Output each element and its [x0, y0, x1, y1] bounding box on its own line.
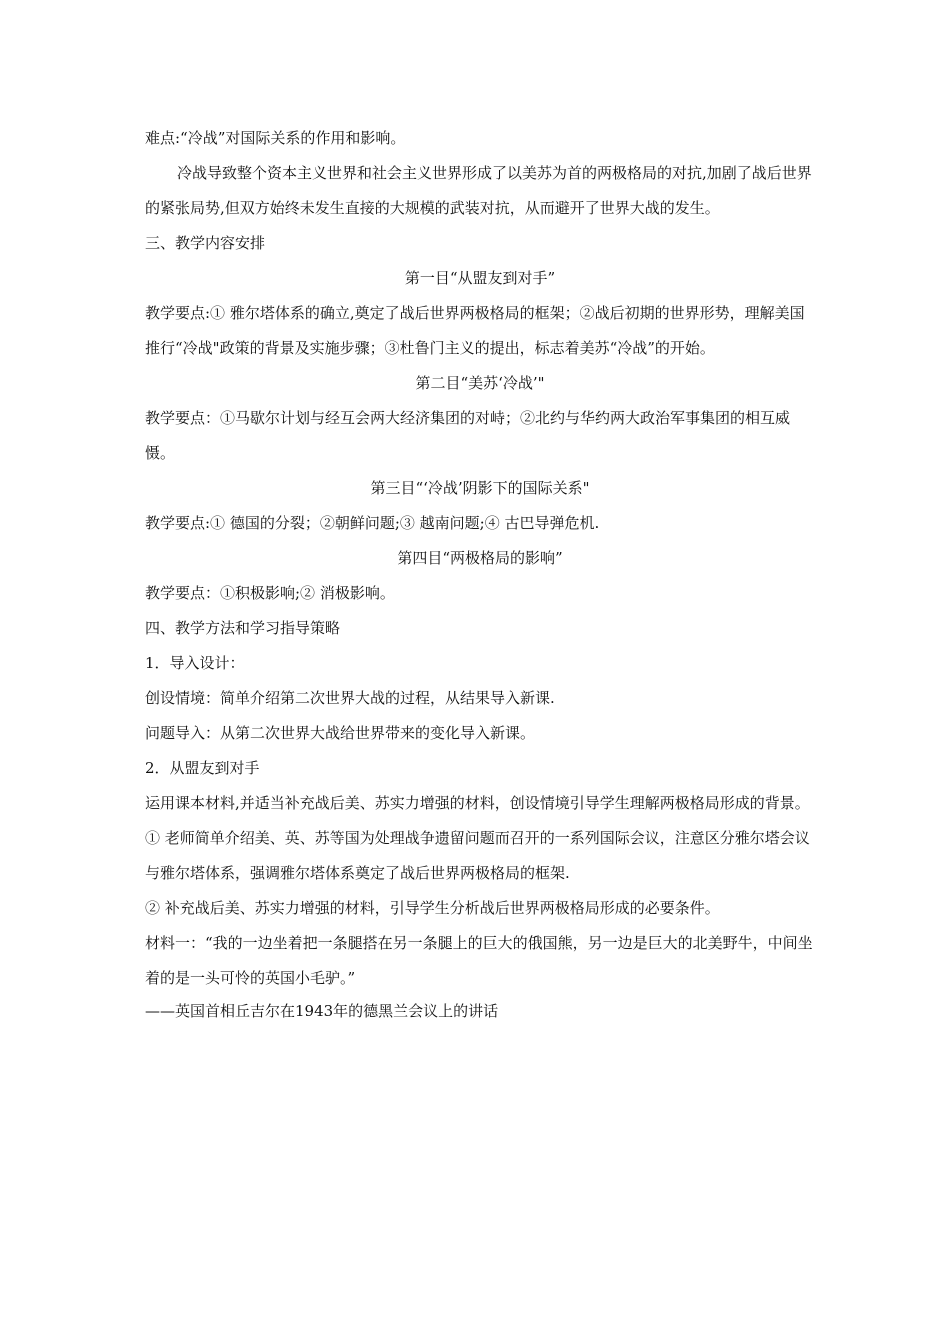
subsection-title-4: 第四目“两极格局的影响” [397, 549, 563, 567]
subsection-title-1: 第一目“从盟友到对手” [404, 269, 556, 287]
teaching-points-2: 教学要点：①马歇尔计划与经互会两大经济集团的对峙；②北约与华约两大政治军事集团的相互威慑。 [145, 409, 791, 462]
materials-guidance: 运用课本材料,并适当补充战后美、苏实力增强的材料，创设情境引导学生理解两极格局形成的背景。 [145, 794, 810, 812]
difficulty-point: 难点:“冷战”对国际关系的作用和影响。 [145, 129, 406, 147]
supplement-materials: ② 补充战后美、苏实力增强的材料，引导学生分析战后世界两极格局形成的必要条件。 [145, 899, 720, 917]
scenario-intro: 创设情境：简单介绍第二次世界大战的过程，从结果导入新课. [145, 689, 555, 707]
teaching-points-1: 教学要点:① 雅尔塔体系的确立,奠定了战后世界两极格局的框架；②战后初期的世界形势，理解美国推行“冷战"政策的背景及实施步骤；③杜鲁门主义的提出，标志着美苏“冷战”的开始。 [145, 304, 805, 357]
question-intro: 问题导入：从第二次世界大战给世界带来的变化导入新课。 [145, 724, 536, 742]
intro-design-heading: 1．导入设计： [145, 654, 245, 672]
cold-war-summary: 冷战导致整个资本主义世界和社会主义世界形成了以美苏为首的两极格局的对抗,加剧了战后世界的紧张局势,但双方始终未发生直接的大规模的武装对抗，从而避开了世界大战的发生。 [145, 164, 812, 217]
section-heading-4: 四、教学方法和学习指导策略 [145, 619, 341, 637]
teaching-points-3: 教学要点:① 德国的分裂；②朝鲜问题;③ 越南问题;④ 古巴导弹危机. [145, 514, 600, 532]
subsection-title-3: 第三目“‘冷战’阴影下的国际关系" [370, 479, 590, 497]
teacher-introduction: ① 老师简单介绍美、英、苏等国为处理战争遗留问题而召开的一系列国际会议，注意区分雅尔塔会议与雅尔塔体系，强调雅尔塔体系奠定了战后世界两极格局的框架. [145, 829, 810, 882]
allies-to-rivals-heading: 2．从盟友到对手 [145, 759, 260, 777]
quote-source: ——英国首相丘吉尔在1943年的德黑兰会议上的讲话 [145, 1002, 499, 1020]
section-heading-3: 三、教学内容安排 [145, 234, 266, 252]
subsection-title-2: 第二目“美苏‘冷战’" [415, 374, 545, 392]
teaching-points-4: 教学要点：①积极影响;② 消极影响。 [145, 584, 395, 602]
document-body [145, 121, 815, 1029]
material-one-quote: 材料一：“我的一边坐着把一条腿搭在另一条腿上的巨大的俄国熊，另一边是巨大的北美野牛，中间坐着的是一头可怜的英国小毛驴。” [145, 934, 813, 987]
